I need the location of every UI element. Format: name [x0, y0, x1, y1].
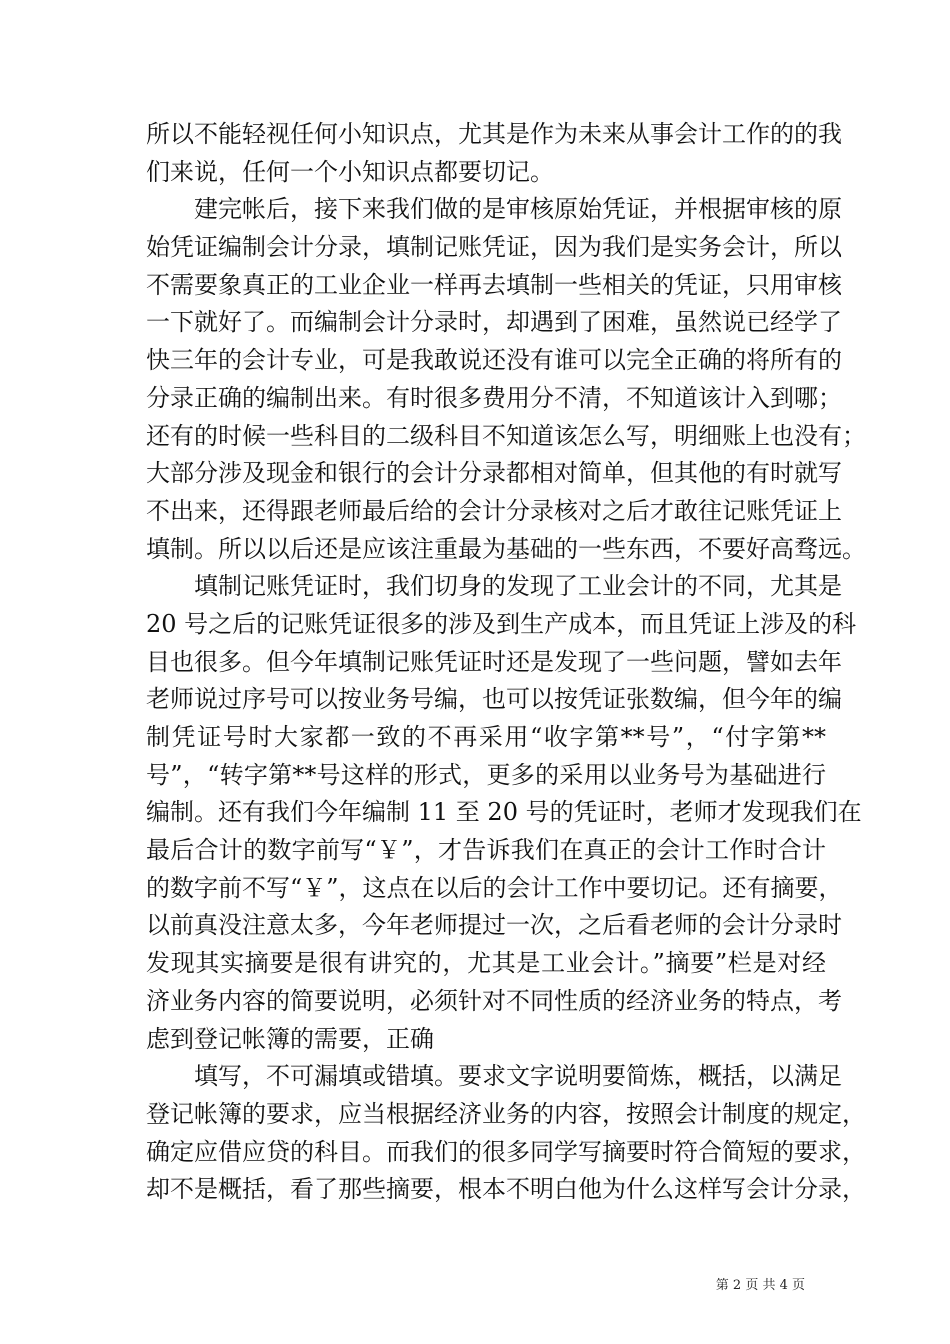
text-line: 始凭证编制会计分录，填制记账凭证，因为我们是实务会计，所以: [146, 233, 842, 262]
text-line: 却不是概括，看了那些摘要，根本不明白他为什么这样写会计分录，: [146, 1175, 866, 1204]
text-line: 不出来，还得跟老师最后给的会计分录核对之后才敢往记账凭证上: [146, 496, 842, 525]
text-line: 快三年的会计专业，可是我敢说还没有谁可以完全正确的将所有的: [146, 346, 842, 375]
text-line: 填制。所以以后还是应该注重最为基础的一些东西，不要好高骛远。: [146, 534, 866, 563]
text-line: 制凭证号时大家都一致的不再采用“收字第**号”，“付字第**: [146, 723, 826, 751]
text-line: 还有的时候一些科目的二级科目不知道该怎么写，明细账上也没有；: [146, 421, 866, 450]
text-line: 所以不能轻视任何小知识点，尤其是作为未来从事会计工作的的我: [146, 120, 842, 148]
text-line: 济业务内容的简要说明，必须针对不同性质的经济业务的特点，考: [146, 986, 842, 1015]
text-line: 建完帐后，接下来我们做的是审核原始凭证，并根据审核的原: [194, 195, 842, 224]
document-body: [146, 116, 866, 1209]
text-line: 不需要象真正的工业企业一样再去填制一些相关的凭证，只用审核: [146, 270, 842, 299]
text-line: 登记帐簿的要求，应当根据经济业务的内容，按照会计制度的规定，: [146, 1099, 866, 1128]
text-line: 填写，不可漏填或错填。要求文字说明要简炼，概括，以满足: [194, 1062, 842, 1091]
text-line: 一下就好了。而编制会计分录时，却遇到了困难，虽然说已经学了: [146, 308, 842, 337]
text-line: 分录正确的编制出来。有时很多费用分不清，不知道该计入到哪；: [146, 383, 842, 412]
text-line: 们来说，任何一个小知识点都要切记。: [146, 157, 554, 186]
text-line: 虑到登记帐簿的需要，正确: [146, 1024, 434, 1053]
text-line: 发现其实摘要是很有讲究的，尤其是工业会计。”摘要”栏是对经: [146, 949, 826, 978]
text-line: 最后合计的数字前写“￥”，才告诉我们在真正的会计工作时合计: [146, 836, 826, 865]
text-line: 20 号之后的记账凭证很多的涉及到生产成本，而且凭证上涉及的科: [146, 609, 857, 638]
text-line: 填制记账凭证时，我们切身的发现了工业会计的不同，尤其是: [194, 572, 842, 601]
text-line: 大部分涉及现金和银行的会计分录都相对简单，但其他的有时就写: [146, 459, 842, 488]
text-line: 确定应借应贷的科目。而我们的很多同学写摘要时符合简短的要求，: [146, 1137, 866, 1166]
text-line: 号”，“转字第**号这样的形式，更多的采用以业务号为基础进行: [146, 760, 826, 789]
text-line: 目也很多。但今年填制记账凭证时还是发现了一些问题，譬如去年: [146, 647, 842, 676]
text-line: 老师说过序号可以按业务号编，也可以按凭证张数编，但今年的编: [146, 685, 842, 714]
page-number: 第 2 页 共 4 页: [715, 1278, 805, 1293]
text-line: 编制。还有我们今年编制 11 至 20 号的凭证时，老师才发现我们在: [146, 798, 862, 827]
text-line: 以前真没注意太多，今年老师提过一次，之后看老师的会计分录时: [146, 911, 842, 940]
text-line: 的数字前不写“￥”，这点在以后的会计工作中要切记。还有摘要，: [146, 873, 843, 902]
